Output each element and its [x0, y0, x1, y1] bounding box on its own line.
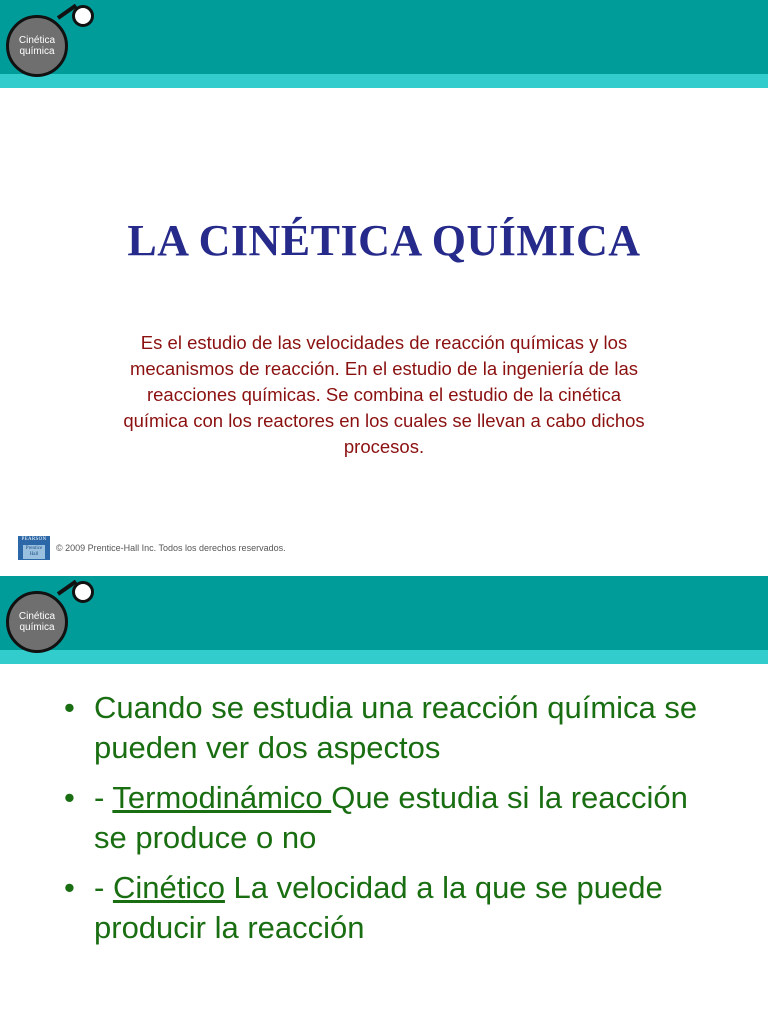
- header-band: [0, 0, 768, 88]
- header-band-main: [0, 0, 768, 74]
- logo-dot-icon: [72, 5, 94, 27]
- bullet-dot-icon: •: [64, 870, 75, 905]
- logo-line-2: química: [19, 46, 55, 57]
- publisher-line-1: Prentice: [25, 546, 43, 551]
- pearson-logo: [18, 536, 50, 560]
- header-band: [0, 576, 768, 664]
- header-band-main: [0, 576, 768, 650]
- header-band-stripe: [0, 74, 768, 88]
- logo-dot-icon: [72, 581, 94, 603]
- bullet-dot-icon: •: [64, 690, 75, 725]
- bullet-prefix: -: [94, 780, 113, 815]
- bullet-item: [60, 688, 710, 768]
- bullet-rest: La velocidad a la que se puede producir la reacción: [94, 870, 663, 945]
- bullet-text: Cuando se estudia una reacción química se pueden ver dos aspectos: [94, 690, 698, 765]
- bullet-term-termodinamico: Termodinámico: [112, 780, 332, 815]
- copyright-text: © 2009 Prentice-Hall Inc. Todos los derechos reservados.: [56, 543, 286, 553]
- cinetica-logo: [6, 15, 68, 77]
- publisher-line-2: Hall: [29, 552, 39, 557]
- cinetica-logo: [6, 591, 68, 653]
- footer: [18, 536, 286, 560]
- bullet-prefix: -: [94, 870, 113, 905]
- logo-line-1: Cinética: [18, 611, 56, 622]
- bullet-item: [60, 868, 710, 948]
- logo-line-1: Cinética: [18, 35, 56, 46]
- slide-title: LA CINÉTICA QUÍMICA: [127, 216, 641, 265]
- bullet-dot-icon: •: [64, 780, 75, 815]
- bullet-rest: Que estudia si la reacción se produce o no: [94, 780, 688, 855]
- slide-paragraph: Es el estudio de las velocidades de reacción químicas y los mecanismos de reacción. En el estudio de la ingeniería de las reacciones químicas. Se combina el estudio de la cinética química con los reactores en los cuales se llevan a cabo dichos procesos.: [123, 332, 645, 457]
- publisher-box: [23, 545, 45, 559]
- publisher-top: PEARSON: [21, 537, 47, 542]
- header-band-stripe: [0, 650, 768, 664]
- bullet-list: [60, 688, 710, 958]
- bullet-item: [60, 778, 710, 858]
- bullet-term-cinetico: Cinético: [112, 870, 225, 905]
- slide-2: [0, 576, 768, 1024]
- logo-line-2: química: [19, 622, 55, 633]
